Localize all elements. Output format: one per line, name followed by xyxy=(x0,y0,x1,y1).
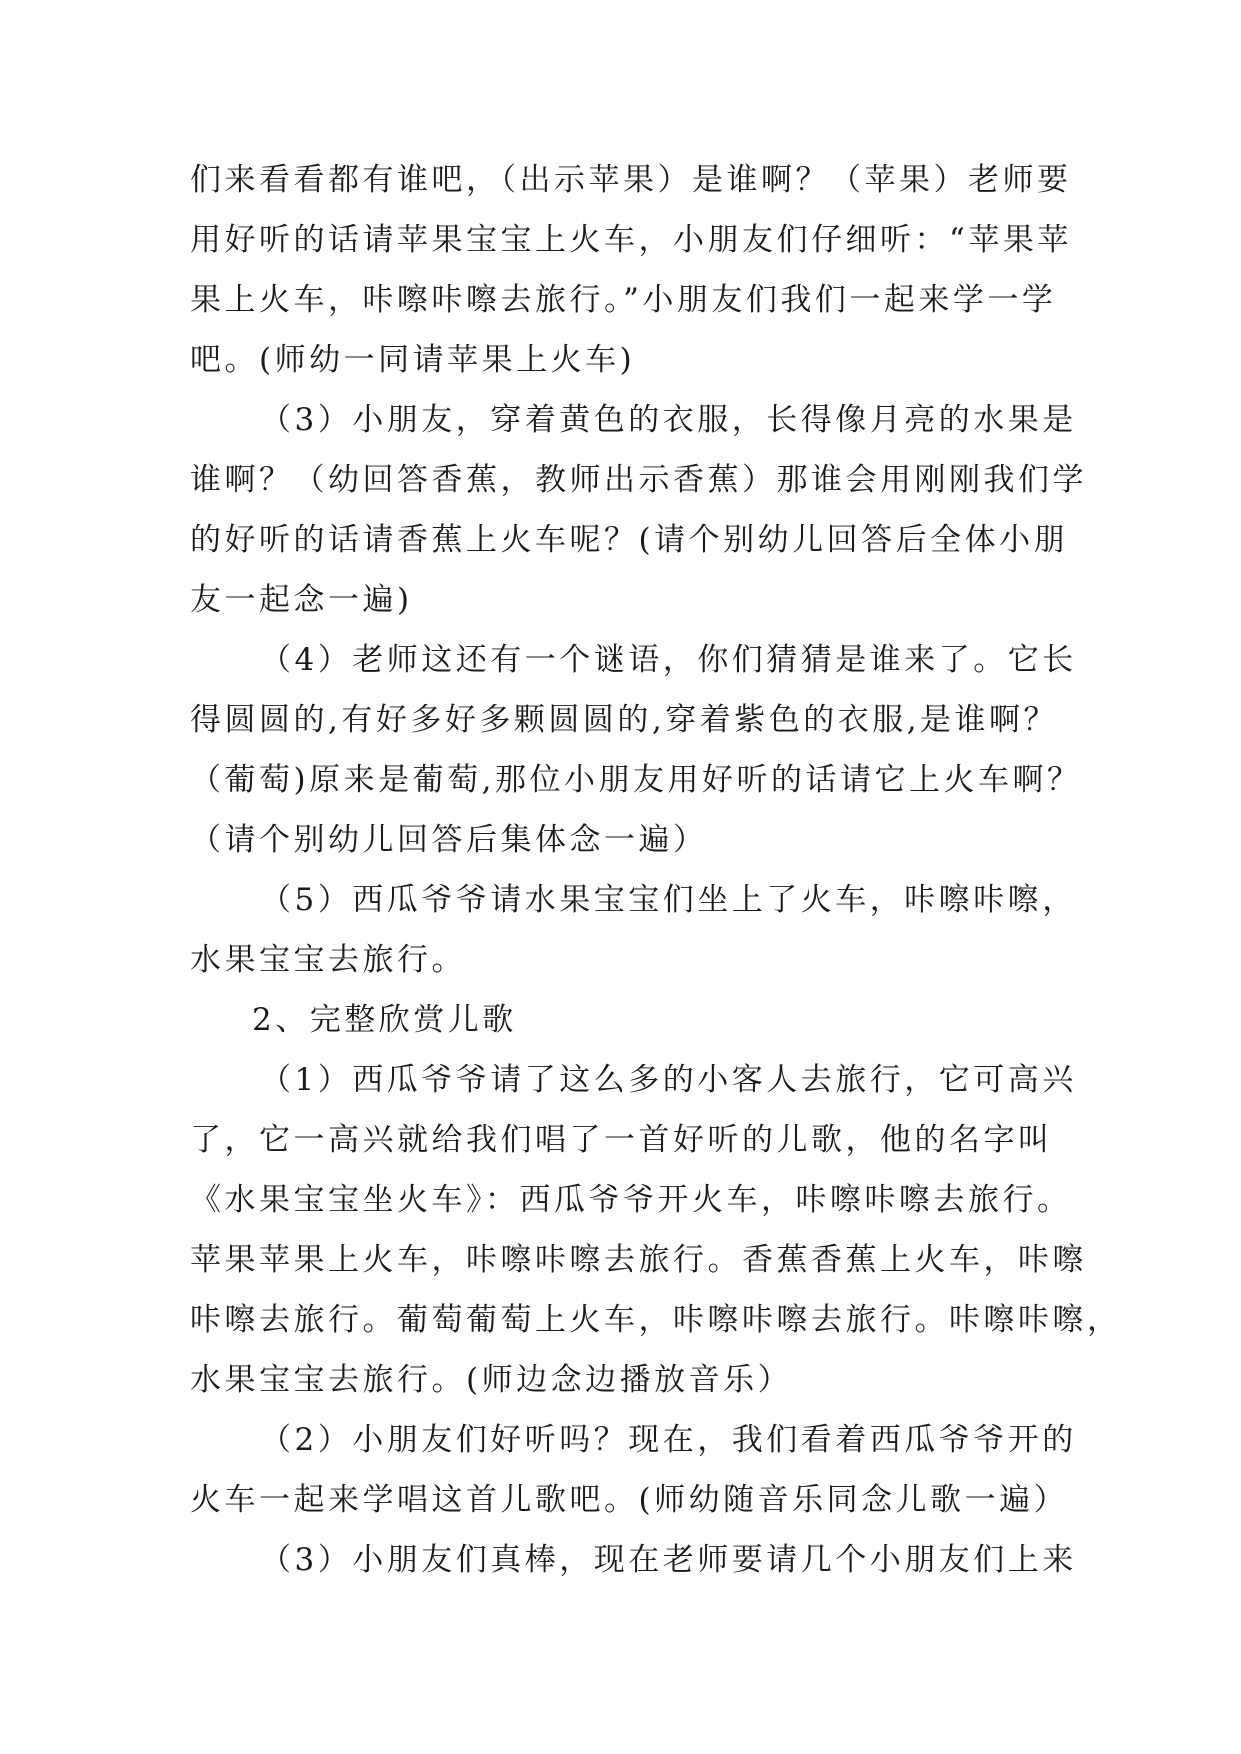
document-body xyxy=(190,150,1122,1590)
paragraph-start-line: （3）小朋友，穿着黄色的衣服，长得像月亮的水果是 xyxy=(260,402,1077,438)
text-line: 水果宝宝去旅行。(师边念边播放音乐） xyxy=(190,1362,793,1398)
text-line: 火车一起来学唱这首儿歌吧。(师幼随音乐同念儿歌一遍） xyxy=(190,1482,1069,1518)
text-line: 果上火车，咔嚓咔嚓去旅行。”小朋友们我们一起来学一学 xyxy=(190,282,1057,318)
paragraph-start-line: （1）西瓜爷爷请了这么多的小客人去旅行，它可高兴 xyxy=(260,1062,1077,1098)
text-line: （葡萄)原来是葡萄,那位小朋友用好听的话请它上火车啊？ xyxy=(190,762,1082,798)
text-line: 吧。(师幼一同请苹果上火车) xyxy=(190,342,636,378)
text-line: 水果宝宝去旅行。 xyxy=(190,942,466,978)
text-line: 苹果苹果上火车，咔嚓咔嚓去旅行。香蕉香蕉上火车，咔嚓 xyxy=(190,1242,1087,1278)
text-line: 咔嚓去旅行。葡萄葡萄上火车，咔嚓咔嚓去旅行。咔嚓咔嚓， xyxy=(190,1302,1122,1338)
text-line: 谁啊？（幼回答香蕉，教师出示香蕉）那谁会用刚刚我们学 xyxy=(190,462,1087,498)
section-heading: 2、完整欣赏儿歌 xyxy=(252,1002,517,1038)
text-line: 友一起念一遍) xyxy=(190,582,413,618)
text-line: 了，它一高兴就给我们唱了一首好听的儿歌，他的名字叫 xyxy=(190,1122,1053,1158)
text-line: 们来看看都有谁吧，（出示苹果）是谁啊？（苹果）老师要 xyxy=(190,162,1072,198)
paragraph-start-line: （2）小朋友们好听吗？现在，我们看着西瓜爷爷开的 xyxy=(260,1422,1077,1458)
paragraph-start-line: （4）老师这还有一个谜语，你们猜猜是谁来了。它长 xyxy=(260,642,1077,678)
paragraph-start-line: （3）小朋友们真棒，现在老师要请几个小朋友们上来 xyxy=(260,1542,1077,1578)
text-line: （请个别幼儿回答后集体念一遍） xyxy=(190,822,708,858)
text-line: 用好听的话请苹果宝宝上火车，小朋友们仔细听：“苹果苹 xyxy=(190,222,1072,258)
text-line: 的好听的话请香蕉上火车呢？(请个别幼儿回答后全体小朋 xyxy=(190,522,1069,558)
text-line: 《水果宝宝坐火车》：西瓜爷爷开火车，咔嚓咔嚓去旅行。 xyxy=(190,1182,1072,1218)
text-line: 得圆圆的,有好多好多颗圆圆的,穿着紫色的衣服,是谁啊？ xyxy=(190,702,1059,738)
paragraph-start-line: （5）西瓜爷爷请水果宝宝们坐上了火车，咔嚓咔嚓， xyxy=(260,882,1077,918)
